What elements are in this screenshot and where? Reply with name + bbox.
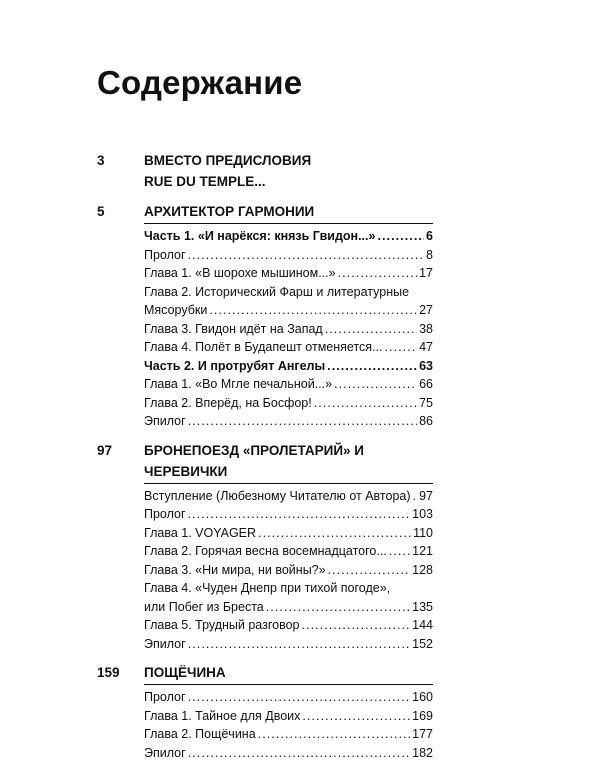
toc-entry — [144, 246, 433, 265]
toc-entry — [144, 561, 433, 580]
entry-label: Глава 1. VOYAGER — [144, 524, 256, 543]
entry-page-number: 169 — [412, 707, 433, 726]
toc-part-entry — [144, 227, 433, 246]
toc-entry — [144, 487, 433, 506]
dot-leader — [314, 394, 417, 413]
entry-page-number: 27 — [419, 301, 433, 320]
entry-page-number: 47 — [419, 338, 433, 357]
page-title: Содержание — [97, 64, 302, 102]
entry-page-number: 135 — [412, 598, 433, 617]
entry-label: или Побег из Бреста — [144, 598, 264, 617]
dot-leader — [302, 616, 411, 635]
entry-page-number: 38 — [419, 320, 433, 339]
toc-entry — [144, 725, 433, 744]
entry-label: Глава 3. Гвидон идёт на Запад — [144, 320, 323, 339]
dot-leader — [188, 246, 424, 265]
entry-page-number: 177 — [412, 725, 433, 744]
entry-label: Глава 4. «Чуден Днепр при тихой погоде», — [144, 579, 390, 598]
entry-page-number: 63 — [419, 357, 433, 376]
dot-leader — [302, 707, 410, 726]
entry-label: Эпилог — [144, 635, 186, 654]
entry-page-number: 75 — [419, 394, 433, 413]
section-title: АРХИТЕКТОР ГАРМОНИИ — [144, 201, 433, 222]
dot-leader — [258, 524, 411, 543]
toc-entry — [144, 616, 433, 635]
section-title: RUE DU TEMPLE... — [144, 171, 433, 192]
entry-label: Глава 1. Тайное для Двоих — [144, 707, 300, 726]
entry-label: Часть 2. И протрубят Ангелы — [144, 357, 325, 376]
entry-label: Глава 4. Полёт в Будапешт отменяется... — [144, 338, 383, 357]
entry-label: Глава 2. Вперёд, на Босфор! — [144, 394, 312, 413]
entry-label: Эпилог — [144, 412, 186, 431]
entry-page-number: 17 — [419, 264, 433, 283]
entry-label: Глава 2. Исторический Фарш и литературные — [144, 283, 409, 302]
toc-entry — [144, 505, 433, 524]
toc-entry — [144, 542, 433, 561]
toc-entry — [144, 598, 433, 617]
section-divider — [144, 223, 433, 224]
dot-leader — [325, 320, 417, 339]
entry-label: Часть 1. «И нарёкся: князь Гвидон...» — [144, 227, 375, 246]
dot-leader — [389, 542, 410, 561]
toc-entry — [144, 394, 433, 413]
section-title: ВМЕСТО ПРЕДИСЛОВИЯ — [144, 150, 433, 171]
section-title: БРОНЕПОЕЗД «ПРОЛЕТАРИЙ» И ЧЕРЕВИЧКИ — [144, 440, 433, 482]
toc-entry — [144, 579, 433, 598]
dot-leader — [266, 598, 410, 617]
entry-page-number: 121 — [412, 542, 433, 561]
dot-leader — [188, 635, 410, 654]
toc-entry — [144, 338, 433, 357]
entry-page-number: 110 — [413, 524, 433, 543]
dot-leader — [413, 487, 418, 506]
entry-page-number: 86 — [419, 412, 433, 431]
toc-entry — [144, 264, 433, 283]
section-page-number: 159 — [97, 662, 120, 683]
section-page-number: 3 — [97, 150, 105, 171]
entry-label: Эпилог — [144, 744, 186, 762]
toc-part-entry — [144, 357, 433, 376]
dot-leader — [377, 227, 424, 246]
toc-entry — [144, 375, 433, 394]
entry-label: Глава 1. «Во Мгле печальной...» — [144, 375, 332, 394]
entry-label: Вступление (Любезному Читателю от Автора) — [144, 487, 411, 506]
dot-leader — [188, 412, 417, 431]
toc-entry — [144, 524, 433, 543]
section-title: ПОЩЁЧИНА — [144, 662, 433, 683]
dot-leader — [188, 688, 411, 707]
toc-section — [97, 150, 433, 192]
toc-section — [97, 201, 433, 431]
toc-entry — [144, 707, 433, 726]
entry-page-number: 182 — [412, 744, 433, 762]
entry-label: Глава 3. «Ни мира, ни войны?» — [144, 561, 326, 580]
entry-label: Пролог — [144, 505, 186, 524]
dot-leader — [188, 505, 411, 524]
dot-leader — [334, 375, 417, 394]
toc-entry — [144, 744, 433, 762]
toc-entry — [144, 635, 433, 654]
entry-page-number: 8 — [426, 246, 433, 265]
dot-leader — [327, 357, 417, 376]
entry-page-number: 144 — [412, 616, 433, 635]
section-page-number: 5 — [97, 201, 105, 222]
entry-page-number: 6 — [426, 227, 433, 246]
entry-label: Глава 2. Горячая весна восемнадцатого... — [144, 542, 387, 561]
entry-label: Глава 1. «В шорохе мышином...» — [144, 264, 336, 283]
dot-leader — [188, 744, 410, 762]
toc-section — [97, 440, 433, 654]
section-page-number: 97 — [97, 440, 112, 461]
section-divider — [144, 483, 433, 484]
toc-entry — [144, 412, 433, 431]
toc-entry — [144, 283, 433, 302]
entry-page-number: 160 — [412, 688, 433, 707]
entry-page-number: 152 — [412, 635, 433, 654]
entry-label: Мясорубки — [144, 301, 207, 320]
entry-page-number: 103 — [412, 505, 433, 524]
entry-page-number: 128 — [412, 561, 433, 580]
table-of-contents — [97, 150, 433, 762]
entry-page-number: 66 — [419, 375, 433, 394]
dot-leader — [385, 338, 418, 357]
dot-leader — [258, 725, 410, 744]
toc-entry — [144, 301, 433, 320]
toc-entry — [144, 688, 433, 707]
entry-label: Пролог — [144, 688, 186, 707]
entry-page-number: 97 — [419, 487, 433, 506]
dot-leader — [209, 301, 417, 320]
dot-leader — [328, 561, 411, 580]
toc-entry — [144, 320, 433, 339]
dot-leader — [338, 264, 418, 283]
section-divider — [144, 684, 433, 685]
entry-label: Глава 2. Пощёчина — [144, 725, 256, 744]
entry-label: Пролог — [144, 246, 186, 265]
toc-section — [97, 662, 433, 762]
entry-label: Глава 5. Трудный разговор — [144, 616, 300, 635]
